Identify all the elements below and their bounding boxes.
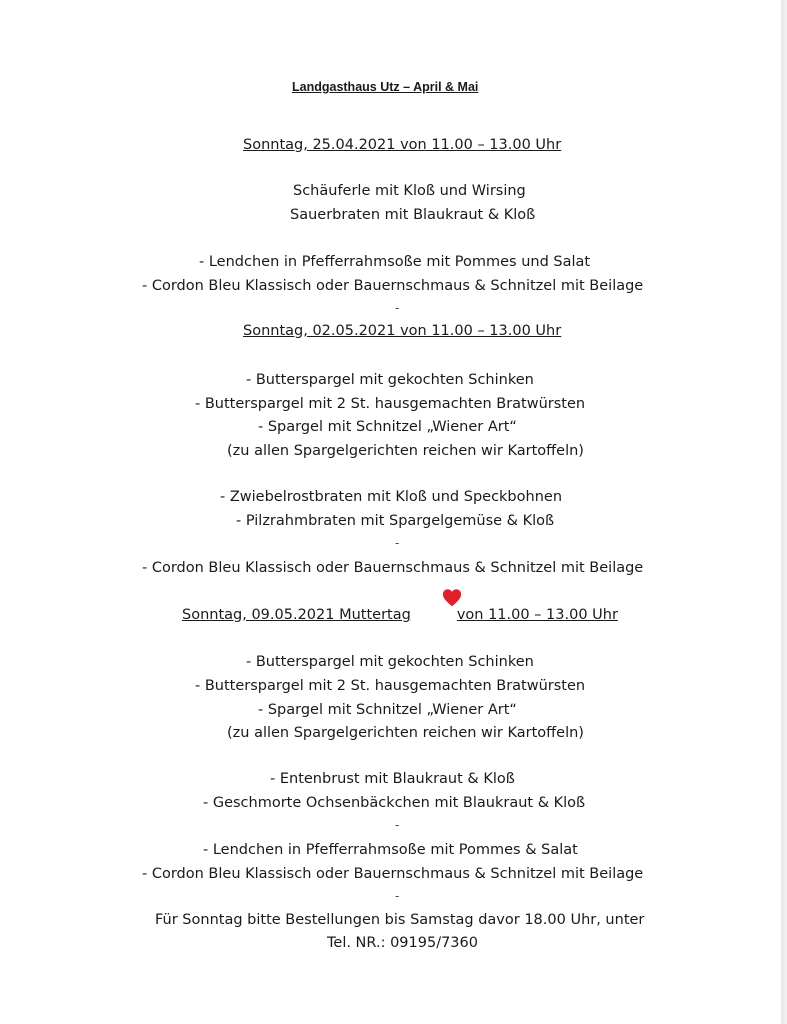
- menu-note: (zu allen Spargelgerichten reichen wir Kartoffeln): [227, 443, 584, 459]
- menu-item: - Butterspargel mit 2 St. hausgemachten Bratwürsten: [195, 678, 586, 694]
- menu-item: - Geschmorte Ochsenbäckchen mit Blaukraut & Kloß: [203, 795, 586, 811]
- section-date-heading: Sonntag, 02.05.2021 von 11.00 – 13.00 Uhr: [243, 323, 562, 339]
- menu-title: Landgasthaus Utz – April & Mai: [292, 80, 479, 94]
- menu-note: (zu allen Spargelgerichten reichen wir Kartoffeln): [227, 725, 584, 741]
- menu-item: Schäuferle mit Kloß und Wirsing: [293, 183, 526, 199]
- menu-item: - Butterspargel mit gekochten Schinken: [246, 654, 534, 670]
- separator-dash: -: [395, 818, 400, 832]
- section-date-heading: Sonntag, 25.04.2021 von 11.00 – 13.00 Uhr: [243, 137, 562, 153]
- section-date-part: Sonntag, 09.05.2021 Muttertag: [182, 607, 411, 623]
- heart-icon: [442, 588, 462, 608]
- menu-item: - Zwiebelrostbraten mit Kloß und Speckbohnen: [220, 489, 563, 505]
- separator-dash: -: [395, 889, 400, 903]
- order-note: Für Sonntag bitte Bestellungen bis Samstag davor 18.00 Uhr, unter: [155, 912, 645, 928]
- menu-item: - Cordon Bleu Klassisch oder Bauernschmaus & Schnitzel mit Beilage: [142, 278, 644, 294]
- menu-item: - Pilzrahmbraten mit Spargelgemüse & Kloß: [236, 513, 555, 529]
- menu-item: Sauerbraten mit Blaukraut & Kloß: [290, 207, 536, 223]
- menu-item: - Spargel mit Schnitzel „Wiener Art“: [258, 702, 517, 718]
- menu-item: - Butterspargel mit 2 St. hausgemachten Bratwürsten: [195, 396, 586, 412]
- separator-dash: -: [395, 301, 400, 315]
- menu-item: - Cordon Bleu Klassisch oder Bauernschmaus & Schnitzel mit Beilage: [142, 560, 644, 576]
- section-date-heading: [182, 605, 652, 625]
- menu-item: - Butterspargel mit gekochten Schinken: [246, 372, 534, 388]
- menu-item: - Lendchen in Pfefferrahmsoße mit Pommes & Salat: [203, 842, 578, 858]
- menu-item: - Entenbrust mit Blaukraut & Kloß: [270, 771, 515, 787]
- page-edge: [781, 0, 787, 1024]
- phone-number: Tel. NR.: 09195/7360: [327, 935, 478, 951]
- menu-item: - Lendchen in Pfefferrahmsoße mit Pommes und Salat: [199, 254, 591, 270]
- menu-item: - Spargel mit Schnitzel „Wiener Art“: [258, 419, 517, 435]
- menu-item: - Cordon Bleu Klassisch oder Bauernschmaus & Schnitzel mit Beilage: [142, 866, 644, 882]
- separator-dash: -: [395, 536, 400, 550]
- section-date-part: von 11.00 – 13.00 Uhr: [456, 607, 618, 623]
